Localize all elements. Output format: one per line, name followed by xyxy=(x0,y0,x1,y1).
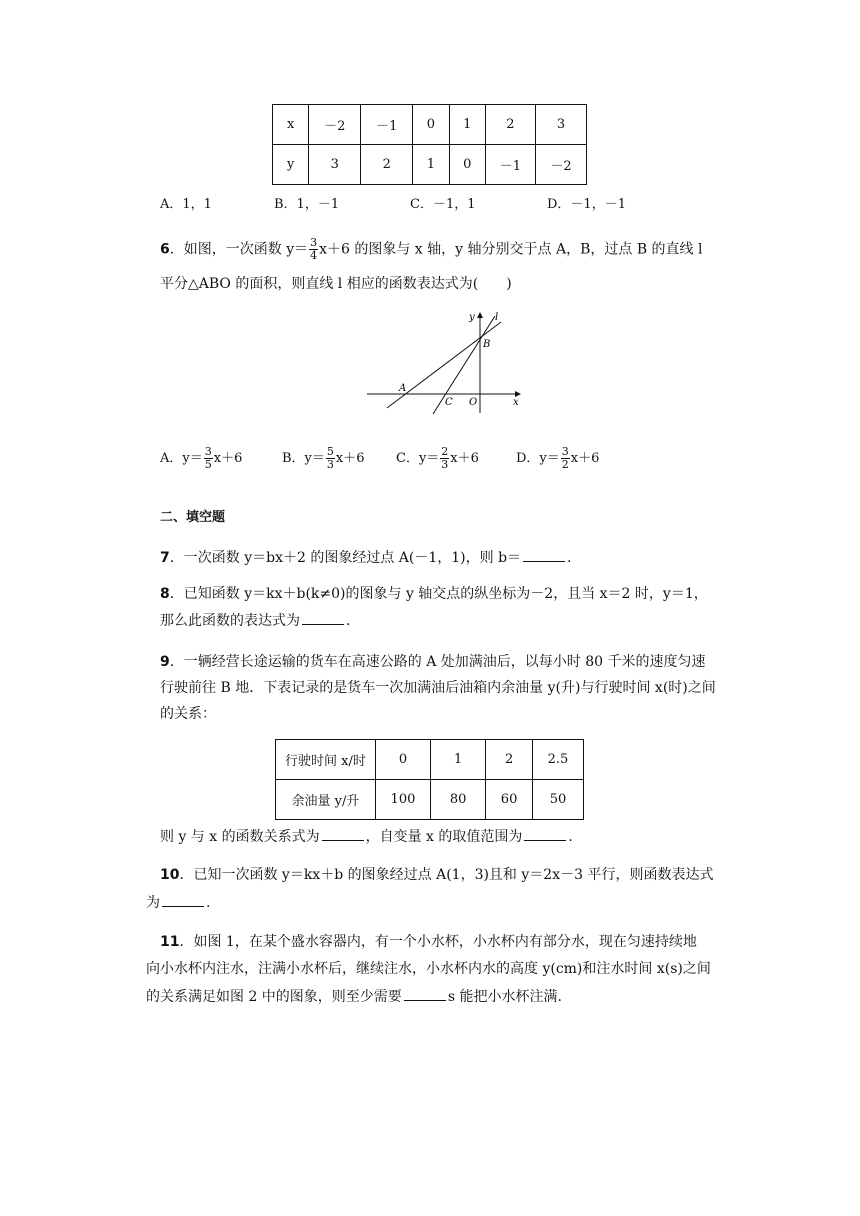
q6-text: ．如图，一次函数 y＝ xyxy=(169,241,309,258)
fraction xyxy=(309,237,318,262)
label-x: x xyxy=(513,397,519,408)
table-cell: 3 xyxy=(309,145,361,185)
q11-line-1 xyxy=(160,932,697,952)
q9-line-2: 行驶前往 B 地．下表记录的是货车一次加满油后油箱内余油量 y(升)与行驶时间 x(时)之间 xyxy=(160,680,716,696)
q11-text: ．如图 1，在某个盛水容器内，有一个小水杯，小水杯内有部分水，现在匀速持续地 xyxy=(179,934,697,950)
table-cell: 3 xyxy=(535,105,586,145)
fuel-table xyxy=(275,739,584,820)
answer-blank[interactable] xyxy=(524,826,566,841)
q6-option-a: A．y＝ $\frac{3}{5}$ x＋6 xyxy=(160,445,243,471)
table-cell: 1 xyxy=(413,145,449,185)
question-number: 9 xyxy=(160,654,170,670)
xy-table xyxy=(272,104,587,185)
q7-text: ．一次函数 y＝bx＋2 的图象经过点 A(－1，1)，则 b＝ xyxy=(169,550,522,566)
q6-figure xyxy=(365,310,525,415)
table-cell: 1 xyxy=(431,740,486,780)
table-cell: 60 xyxy=(486,780,533,820)
q10-text: ．已知一次函数 y＝kx＋b 的图象经过点 A(1，3)且和 y＝2x－3 平行，则函数表达式 xyxy=(179,867,714,883)
question-number: 11 xyxy=(160,934,180,950)
table-cell: －1 xyxy=(485,145,535,185)
q6-option-c: C．y＝ $\frac{2}{3}$ x＋6 xyxy=(396,445,479,471)
q6-line-1 xyxy=(160,237,702,262)
q6-option-b: B．y＝ $\frac{5}{3}$ x＋6 xyxy=(282,445,365,471)
q5-option-b: B．1，－1 xyxy=(274,197,340,212)
answer-blank[interactable] xyxy=(162,892,204,907)
table-cell: 2 xyxy=(361,145,413,185)
table-header-x: x xyxy=(273,105,309,145)
table-cell: 0 xyxy=(413,105,449,145)
label-a: A xyxy=(399,383,407,394)
q6-option-d: D．y＝ $\frac{3}{2}$ x＋6 xyxy=(516,445,600,471)
table-cell: 100 xyxy=(375,780,430,820)
q9-answer-line: 则 y 与 x 的函数关系式为 ，自变量 x 的取值范围为 . xyxy=(160,826,573,847)
q11-line-2: 向小水杯内注水，注满小水杯后，继续注水，小水杯内水的高度 y(cm)和注水时间 x(s)之间 xyxy=(146,961,711,977)
table-row xyxy=(273,105,587,145)
question-number: 7 xyxy=(160,550,170,566)
table-cell: 2 xyxy=(486,740,533,780)
table-cell: 0 xyxy=(449,145,485,185)
table-header-y: 余油量 y/升 xyxy=(276,780,376,820)
q8-line-1 xyxy=(160,584,708,604)
table-cell: －2 xyxy=(535,145,586,185)
question-number: 6 xyxy=(160,241,170,258)
table-cell: 50 xyxy=(532,780,583,820)
label-b: B xyxy=(483,339,491,350)
table-cell: 1 xyxy=(449,105,485,145)
label-c: C xyxy=(445,397,453,408)
table-header-x: 行驶时间 x/时 xyxy=(276,740,376,780)
q8-text: ．已知函数 y＝kx＋b(k≠0)的图象与 y 轴交点的纵坐标为－2，且当 x＝2 时，y＝1， xyxy=(169,586,708,602)
label-y: y xyxy=(469,312,475,323)
section-title: 二、填空题 xyxy=(160,510,226,525)
q6-text: x＋6 的图象与 x 轴，y 轴分别交于点 A，B，过点 B 的直线 l xyxy=(319,241,703,258)
label-l: l xyxy=(495,312,499,323)
table-cell: 0 xyxy=(375,740,430,780)
table-row xyxy=(273,145,587,185)
q5-option-c: C．－1，1 xyxy=(410,197,476,212)
table-row xyxy=(276,740,584,780)
answer-blank[interactable] xyxy=(302,610,344,625)
q11-line-3: 的关系满足如图 2 中的图象，则至少需要 s 能把小水杯注满. xyxy=(146,986,562,1007)
label-o: O xyxy=(469,397,478,408)
q9-line-3: 的关系： xyxy=(160,706,216,722)
q9-line-1 xyxy=(160,652,705,672)
q8-text: 那么此函数的表达式为 xyxy=(160,613,300,629)
q8-line-2: 那么此函数的表达式为 . xyxy=(160,610,350,631)
line-ab xyxy=(387,322,501,408)
question-number: 8 xyxy=(160,586,170,602)
table-cell: －2 xyxy=(309,105,361,145)
q10-line-2: 为 . xyxy=(146,892,210,913)
table-cell: 2.5 xyxy=(532,740,583,780)
line-l xyxy=(433,316,495,414)
q9-text: ．一辆经营长途运输的货车在高速公路的 A 处加满油后，以每小时 80 千米的速度匀速 xyxy=(169,654,706,670)
table-cell: 80 xyxy=(431,780,486,820)
y-axis-arrow xyxy=(477,312,483,318)
answer-blank[interactable] xyxy=(523,547,565,562)
q7-line: 7．一次函数 y＝bx＋2 的图象经过点 A(－1，1)，则 b＝ . xyxy=(160,547,572,568)
fraction-denominator: 4 xyxy=(310,249,318,262)
answer-blank[interactable] xyxy=(404,986,446,1001)
q10-line-1 xyxy=(160,865,713,885)
q5-option-a: A．1，1 xyxy=(160,197,212,212)
q5-option-d: D．－1，－1 xyxy=(547,197,626,212)
table-cell: －1 xyxy=(361,105,413,145)
fraction-numerator: 3 xyxy=(310,236,318,249)
table-cell: 2 xyxy=(485,105,535,145)
q6-line-2: 平分△ABO 的面积，则直线 l 相应的函数表达式为( ) xyxy=(160,276,512,292)
table-header-y: y xyxy=(273,145,309,185)
table-row xyxy=(276,780,584,820)
answer-blank[interactable] xyxy=(322,826,364,841)
question-number: 10 xyxy=(160,867,180,883)
